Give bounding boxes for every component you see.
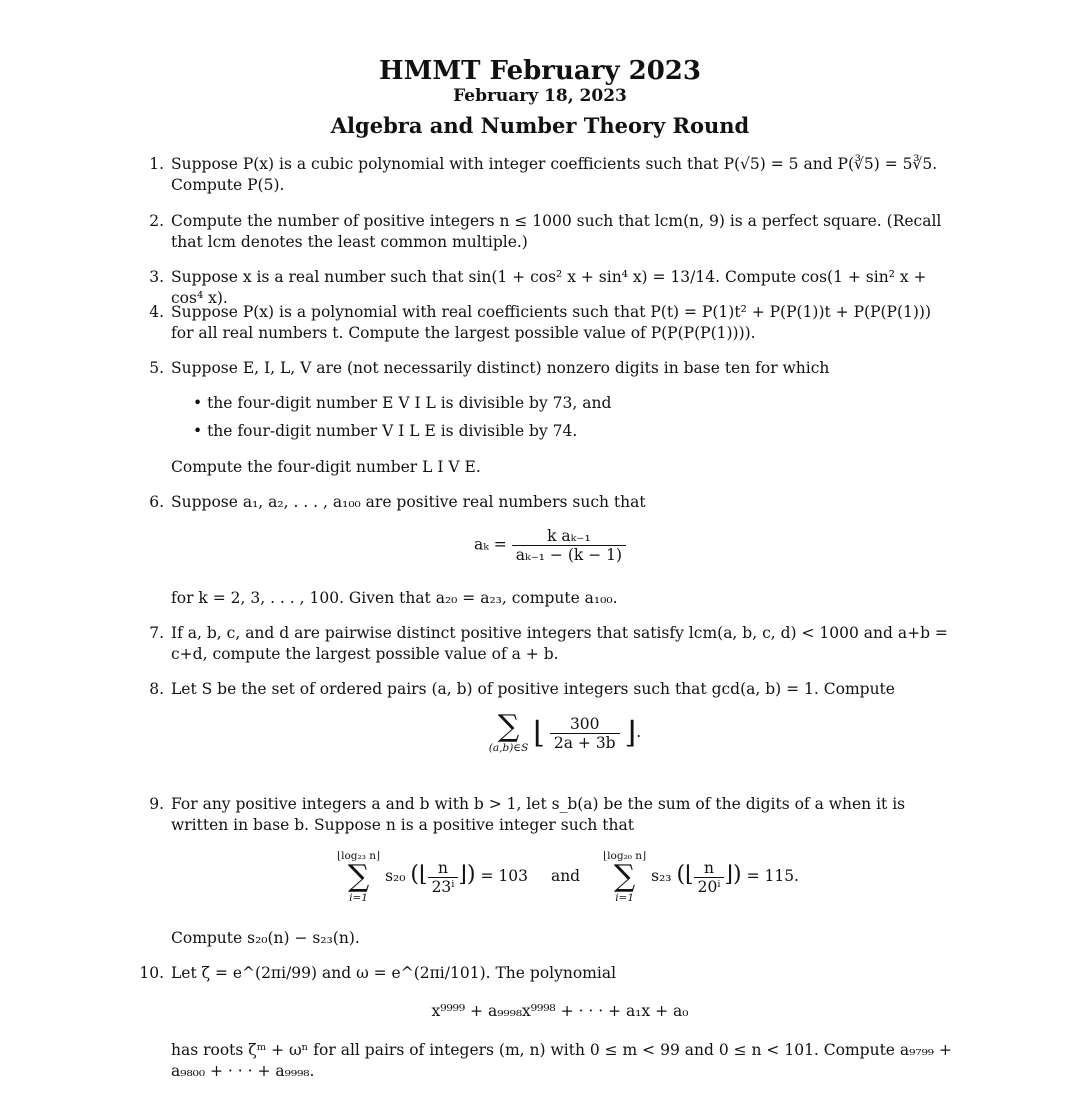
problem-text: for k = 2, 3, . . . , 100. Given that a₂₀ = a₂₃, compute a₁₀₀. — [171, 589, 618, 607]
sigma-symbol: ∑ — [613, 859, 636, 894]
problem-9 — [138, 794, 956, 836]
fraction-denominator: aₖ₋₁ − (k − 1) — [515, 546, 623, 564]
equation-end: . — [636, 723, 642, 741]
problem-6 — [138, 492, 956, 513]
summation-lower: i=1 — [349, 892, 368, 904]
sigma-symbol: ∑ — [497, 709, 520, 744]
problem-5 — [138, 358, 956, 379]
problem-text: Compute the number of positive integers n ≤ 1000 such that lcm(n, 9) is a perfect square. (Recall that lcm denotes the least common multiple.) — [171, 212, 942, 251]
equation-value: = 115. — [746, 867, 799, 885]
fraction-denominator: 23ⁱ — [431, 877, 455, 896]
fraction — [512, 527, 626, 564]
summand-function: s₂₀ — [385, 867, 406, 885]
problem-6-tail — [138, 588, 956, 609]
fraction-numerator: 300 — [550, 715, 620, 734]
fraction — [694, 859, 725, 896]
fraction-denominator: 20ⁱ — [697, 877, 721, 896]
page-title: HMMT February 2023 — [379, 56, 701, 86]
problem-text: Suppose E, I, L, V are (not necessarily distinct) nonzero digits in base ten for which — [171, 359, 830, 377]
problem-number: 3. — [149, 268, 164, 286]
problem-2 — [138, 211, 956, 253]
bullet-text: the four-digit number V I L E is divisible by 74. — [207, 422, 578, 440]
problem-number: 7. — [149, 624, 164, 642]
summation — [488, 709, 529, 754]
problem-10-tail — [138, 1040, 956, 1082]
fraction-denominator: 2a + 3b — [553, 733, 616, 752]
fraction-numerator: n — [428, 859, 459, 878]
conjunction: and — [550, 867, 581, 885]
floor-left: ⌊ — [533, 715, 545, 751]
summation-upper: ⌊log₂₀ n⌋ — [603, 850, 647, 862]
problem-text: Compute s₂₀(n) − s₂₃(n). — [171, 929, 360, 947]
display-equation-8 — [480, 709, 650, 754]
problem-number: 9. — [149, 795, 164, 813]
summation-index: (a,b)∈S — [488, 742, 529, 754]
display-equation-10 — [360, 1002, 760, 1020]
problem-number: 10. — [139, 964, 164, 982]
problem-number: 6. — [149, 493, 164, 511]
problem-number: 2. — [149, 212, 164, 230]
problem-1 — [138, 154, 956, 196]
problem-text: Let ζ = e^(2πi/99) and ω = e^(2πi/101). The polynomial — [171, 964, 617, 982]
problem-10 — [138, 963, 956, 984]
display-equation-9: ⌊log₂₃ n⌋ ∑ i=1 s₂₀ (⌊ $\frac{n}{\text{23ⁱ}}$ ⌋) = 103 and ⌊log₂₀ n⌋ ∑ i=1 s₂₃ (⌊ $\frac{n}{\text{20ⁱ}}$ ⌋) = 115. — [337, 850, 799, 904]
problem-5-compute — [138, 457, 956, 478]
summation-upper: ⌊log₂₃ n⌋ — [337, 850, 381, 862]
display-equation-6 — [440, 527, 660, 564]
problem-number: 4. — [149, 303, 164, 321]
problem-text: Suppose P(x) is a cubic polynomial with integer coefficients such that P(√5) = 5 and P(∛5) = 5∛5. Compute P(5). — [171, 155, 938, 194]
summand-function: s₂₃ — [651, 867, 672, 885]
round-title: Algebra and Number Theory Round — [330, 113, 750, 138]
bullet-item: • the four-digit number E V I L is divisible by 73, and — [193, 394, 612, 412]
problem-text: Let S be the set of ordered pairs (a, b) of positive integers such that gcd(a, b) = 1. Compute — [171, 680, 895, 698]
fraction — [428, 859, 459, 896]
problem-9-tail — [138, 928, 956, 949]
sigma-symbol: ∑ — [347, 859, 370, 894]
summation — [337, 850, 380, 904]
problem-4 — [138, 302, 956, 344]
equation-value: = 103 — [480, 867, 529, 885]
fraction-numerator: k aₖ₋₁ — [512, 527, 626, 546]
problem-number: 5. — [149, 359, 164, 377]
bullet-item: • the four-digit number V I L E is divisible by 74. — [193, 422, 578, 440]
problem-text: has roots ζᵐ + ωⁿ for all pairs of integers (m, n) with 0 ≤ m < 99 and 0 ≤ n < 101. Compute a₉₇₉₉ + a₉₈₀₀ + · · · + a₉₉₉₈. — [171, 1041, 952, 1080]
fraction — [550, 715, 620, 752]
contest-date: February 18, 2023 — [453, 86, 627, 106]
problem-text: Suppose x is a real number such that sin(1 + cos² x + sin⁴ x) = 13/14. Compute cos(1 + sin² x + cos⁴ x). — [171, 268, 927, 307]
bullet-text: the four-digit number E V I L is divisible by 73, and — [207, 394, 612, 412]
problem-text: Suppose P(x) is a polynomial with real coefficients such that P(t) = P(1)t² + P(P(1))t + P(P(P(1))) for all real numbers t. Compute the largest possible value of P(P(P(P(1)))). — [171, 303, 932, 342]
problem-8 — [138, 679, 956, 700]
problem-7 — [138, 623, 956, 665]
problem-number: 1. — [149, 155, 164, 173]
equation-lhs: aₖ = — [473, 535, 507, 554]
summation-lower: i=1 — [615, 892, 635, 904]
problem-text: For any positive integers a and b with b > 1, let s_b(a) be the sum of the digits of a when it is written in base b. Suppose n is a positive integer such that — [171, 795, 906, 834]
problem-text: Compute the four-digit number L I V E. — [171, 458, 481, 476]
fraction-numerator: n — [694, 859, 725, 878]
summation — [603, 850, 646, 904]
polynomial: x⁹⁹⁹⁹ + a₉₉₉₈x⁹⁹⁹⁸ + · · · + a₁x + a₀ — [431, 1002, 689, 1020]
problem-text: Suppose a₁, a₂, . . . , a₁₀₀ are positive real numbers such that — [171, 493, 646, 511]
problem-number: 8. — [149, 680, 164, 698]
problem-text: If a, b, c, and d are pairwise distinct positive integers that satisfy lcm(a, b, c, d) < 1000 and a+b = c+d, compute the largest possible value of a + b. — [171, 624, 948, 663]
floor-right: ⌋ — [624, 715, 637, 751]
